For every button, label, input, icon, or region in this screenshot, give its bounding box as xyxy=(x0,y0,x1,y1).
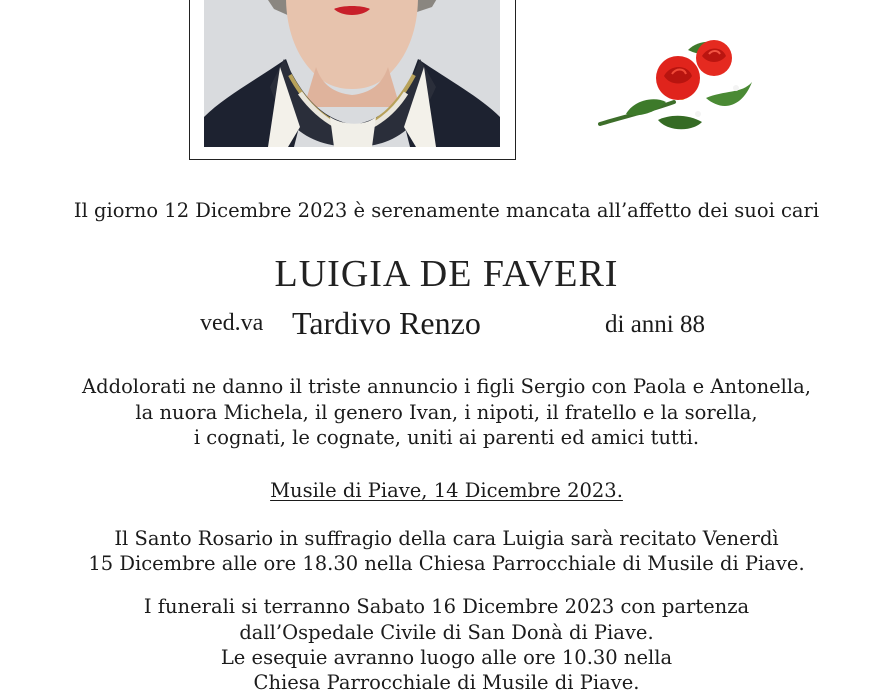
spouse-name: Tardivo Renzo xyxy=(292,305,481,341)
rosary-line: Il Santo Rosario in suffragio della cara Luigia sarà recitato Venerdì xyxy=(114,527,779,550)
funeral-line: dall’Ospedale Civile di San Donà di Piave. xyxy=(239,621,654,644)
family-line: i cognati, le cognate, uniti ai parenti ed amici tutti. xyxy=(193,426,700,449)
portrait-photo xyxy=(204,0,500,147)
widow-prefix: ved.va xyxy=(200,310,264,336)
place-date: Musile di Piave, 14 Dicembre 2023. xyxy=(270,479,623,502)
portrait-frame xyxy=(189,0,516,160)
portrait-image xyxy=(204,0,500,147)
deceased-name: LUIGIA DE FAVERI xyxy=(274,253,619,295)
age-label: di anni 88 xyxy=(605,311,705,338)
family-line: Addolorati ne danno il triste annuncio i figli Sergio con Paola e Antonella, xyxy=(82,375,811,398)
widow-line xyxy=(0,305,893,345)
family-line: la nuora Michela, il genero Ivan, i nipoti, il fratello e la sorella, xyxy=(135,401,758,424)
funeral-line: Chiesa Parrocchiale di Musile di Piave. xyxy=(253,671,640,694)
intro-line: Il giorno 12 Dicembre 2023 è serenamente mancata all’affetto dei suoi cari xyxy=(73,199,820,222)
funeral-line: Le esequie avranno luogo alle ore 10.30 nella xyxy=(220,646,673,669)
rosary-line: 15 Dicembre alle ore 18.30 nella Chiesa Parrocchiale di Musile di Piave. xyxy=(88,552,805,575)
funeral-line: I funerali si terranno Sabato 16 Dicembre 2023 con partenza xyxy=(143,595,750,618)
rose-icon xyxy=(596,36,756,136)
